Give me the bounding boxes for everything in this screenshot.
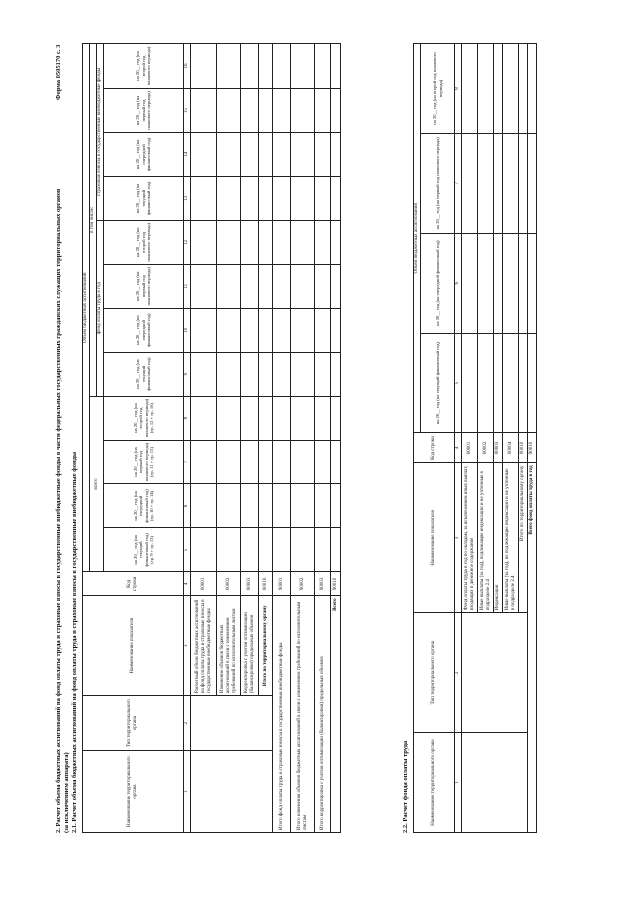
t1-colnum: 2 bbox=[184, 696, 191, 751]
t1-colnum: 14 bbox=[184, 132, 191, 176]
t1-header-fot: фонд оплаты труда в год bbox=[97, 220, 104, 396]
t1-row-label: Итого изменения объемов бюджетных ассигнований в связи с изменением требований по исполнительным листам bbox=[291, 596, 315, 833]
t1-colnum: 4 bbox=[184, 572, 191, 596]
t1-row-label: Расчетный объем бюджетных ассигнований на фонд оплаты труда и страховые взносы в государственные внебюджетные фонды bbox=[191, 596, 217, 696]
t2-row-code: 00010 bbox=[519, 433, 528, 463]
t1-org-type-cell bbox=[191, 696, 273, 751]
t1-year-fot-1: на 20__ год (на текущий финансовый год) bbox=[104, 352, 184, 396]
t1-header-total: всего bbox=[90, 396, 104, 572]
t2-row-code: 00002 bbox=[478, 433, 494, 463]
main-heading: 2. Расчет объема бюджетных ассигнований на фонд оплаты труда и страховые взносы в государственные внебюджетные фонды в части федеральных государственных гражданских служащих территориальных органов bbox=[55, 188, 62, 833]
t2-row-label: Всего фонд оплаты труда в год bbox=[528, 463, 537, 833]
t1-colnum: 3 bbox=[184, 596, 191, 696]
t1-row-code: 90010 bbox=[331, 572, 341, 596]
t2-year-3: на 20__ год (на первый год планового периода) bbox=[421, 133, 455, 233]
t1-header-indicator: Наименование показателя bbox=[83, 596, 184, 696]
t1-header-org-type: Тип территориального органа bbox=[83, 696, 184, 751]
t1-row-code: 00002 bbox=[217, 572, 241, 596]
table-2-1 bbox=[82, 43, 341, 833]
t1-colnum: 5 bbox=[184, 528, 191, 572]
t1-colnum: 15 bbox=[184, 89, 191, 133]
t1-row-label: Итого фонд оплаты труда и страховые взносы в государственные внебюджетные фонды bbox=[273, 596, 291, 833]
t2-row-code: 00004 bbox=[503, 433, 519, 463]
t2-row-code: 90010 bbox=[528, 433, 537, 463]
t2-row-code: 00001 bbox=[462, 433, 478, 463]
t2-year-4: на 20__ год (на второй год планового периода) bbox=[421, 44, 455, 134]
t1-row-code: 00001 bbox=[191, 572, 217, 596]
t1-row-code: 90003 bbox=[315, 572, 331, 596]
t2-colnum: 5 bbox=[455, 333, 462, 433]
t1-colnum: 1 bbox=[184, 751, 191, 833]
t1-header-code: Код строки bbox=[83, 572, 184, 596]
t1-row-code: 00010 bbox=[259, 572, 273, 596]
t1-org-name-cell bbox=[191, 751, 273, 833]
t1-year-total-2: на 20__ год (на очередной финансовый год) (гр. 10 + гр. 14) bbox=[104, 484, 184, 528]
t1-header-in-that: в том числе: bbox=[90, 44, 97, 397]
t1-colnum: 11 bbox=[184, 264, 191, 308]
t1-colnum: 6 bbox=[184, 484, 191, 528]
t1-year-ins-2: на 20__ год (на очередной финансовый год) bbox=[104, 132, 184, 176]
t2-row-label: Иные выплаты (за год), подлежащие индексации и не учтенные в подразделе 2.4 bbox=[478, 463, 494, 613]
t1-colnum: 7 bbox=[184, 440, 191, 484]
table-2-2 bbox=[413, 43, 537, 833]
t1-year-ins-3: на 20__ год (на первый год планового периода) bbox=[104, 89, 184, 133]
t2-row-label: Иные выплаты (за год), не подлежащие индексации и не учтенные в подразделе 2.4 bbox=[503, 463, 519, 613]
t2-row-label: Итого по территориальному органу bbox=[519, 463, 528, 613]
section-title-2-2: 2.2. Расчет фонда оплаты труда bbox=[402, 740, 409, 833]
t1-year-fot-4: на 20__ год (на второй год планового периода) bbox=[104, 220, 184, 264]
t1-row-label: Итого по территориальному органу bbox=[259, 596, 273, 696]
t1-colnum: 9 bbox=[184, 352, 191, 396]
t2-colnum: 6 bbox=[455, 233, 462, 333]
t1-header-org-name: Наименование территориального органа bbox=[83, 751, 184, 833]
t2-header-volume: Объем бюджетных ассигнований bbox=[414, 44, 421, 434]
t1-colnum: 12 bbox=[184, 220, 191, 264]
t2-header-code: Код строки bbox=[414, 433, 455, 463]
t2-colnum: 1 bbox=[455, 733, 462, 833]
t2-colnum: 8 bbox=[455, 44, 462, 134]
t2-header-org-type: Тип территориального органа bbox=[414, 613, 455, 733]
t2-row-code: 00003 bbox=[494, 433, 503, 463]
t1-header-volume: Объем бюджетных ассигнований bbox=[83, 44, 90, 572]
t1-row-label: Корректировка с учетом оптимизации (балансировки) предельных объемов bbox=[241, 596, 259, 696]
t1-row-code: 90001 bbox=[273, 572, 291, 596]
t1-year-total-1: на 20__ год (на текущий финансовый год) (гр. 9 + гр. 13) bbox=[104, 528, 184, 572]
main-heading-sub: (за исключением аппарата) bbox=[63, 752, 70, 833]
t2-colnum: 2 bbox=[455, 613, 462, 733]
t1-colnum: 8 bbox=[184, 396, 191, 440]
t1-header-insurance: страховые взносы в государственные внебюджетные фонды bbox=[97, 44, 104, 221]
t2-row-label: Фонд оплаты труда в год по окладам, за исключением иных выплат, входящих в денежное содержание bbox=[462, 463, 478, 613]
t1-row-label: Всего bbox=[331, 596, 341, 833]
t1-row-code: 00003 bbox=[241, 572, 259, 596]
t1-year-ins-4: на 20__ год (на второй год планового периода) bbox=[104, 44, 184, 89]
t1-colnum: 10 bbox=[184, 308, 191, 352]
t2-header-org-name: Наименование территориального органа bbox=[414, 733, 455, 833]
t2-colnum: 7 bbox=[455, 133, 462, 233]
t2-row-label: Индексация bbox=[494, 463, 503, 613]
t1-colnum: 13 bbox=[184, 176, 191, 220]
t2-org-type-cell bbox=[462, 613, 528, 733]
section-title-2-1: 2.1. Расчет объема бюджетных ассигнований на фонд оплаты труда и страховые взносы в государственные внебюджетные фонды bbox=[71, 451, 78, 833]
t2-org-name-cell bbox=[462, 733, 528, 833]
t1-colnum: 16 bbox=[184, 44, 191, 89]
t1-year-fot-2: на 20__ год (на очередной финансовый год) bbox=[104, 308, 184, 352]
t2-year-2: на 20__ год (на очередной финансовый год) bbox=[421, 233, 455, 333]
t1-row-label: Итого корректировка с учетом оптимизации (балансировки) предельных объемов bbox=[315, 596, 331, 833]
t1-row-code: 90002 bbox=[291, 572, 315, 596]
t2-colnum: 3 bbox=[455, 463, 462, 613]
t1-year-total-4: на 20__ год (на второй год планового периода) (гр. 12 + гр. 16) bbox=[104, 396, 184, 440]
t2-colnum: 4 bbox=[455, 433, 462, 463]
t2-year-1: на 20__ год (на текущий финансовый год) bbox=[421, 333, 455, 433]
form-number: Форма 0505170 с. 3 bbox=[55, 44, 62, 100]
t1-year-ins-1: на 20__ год (на текущий финансовый год) bbox=[104, 176, 184, 220]
t1-row-label: Изменение объемов бюджетных ассигнований в связи с изменением требований по исполнительным листам bbox=[217, 596, 241, 696]
t2-header-indicator: Наименование показателя bbox=[414, 463, 455, 613]
t1-year-fot-3: на 20__ год (на первый год планового периода) bbox=[104, 264, 184, 308]
t1-year-total-3: на 20__ год (на первый год планового периода) (гр. 11 + гр. 15) bbox=[104, 440, 184, 484]
